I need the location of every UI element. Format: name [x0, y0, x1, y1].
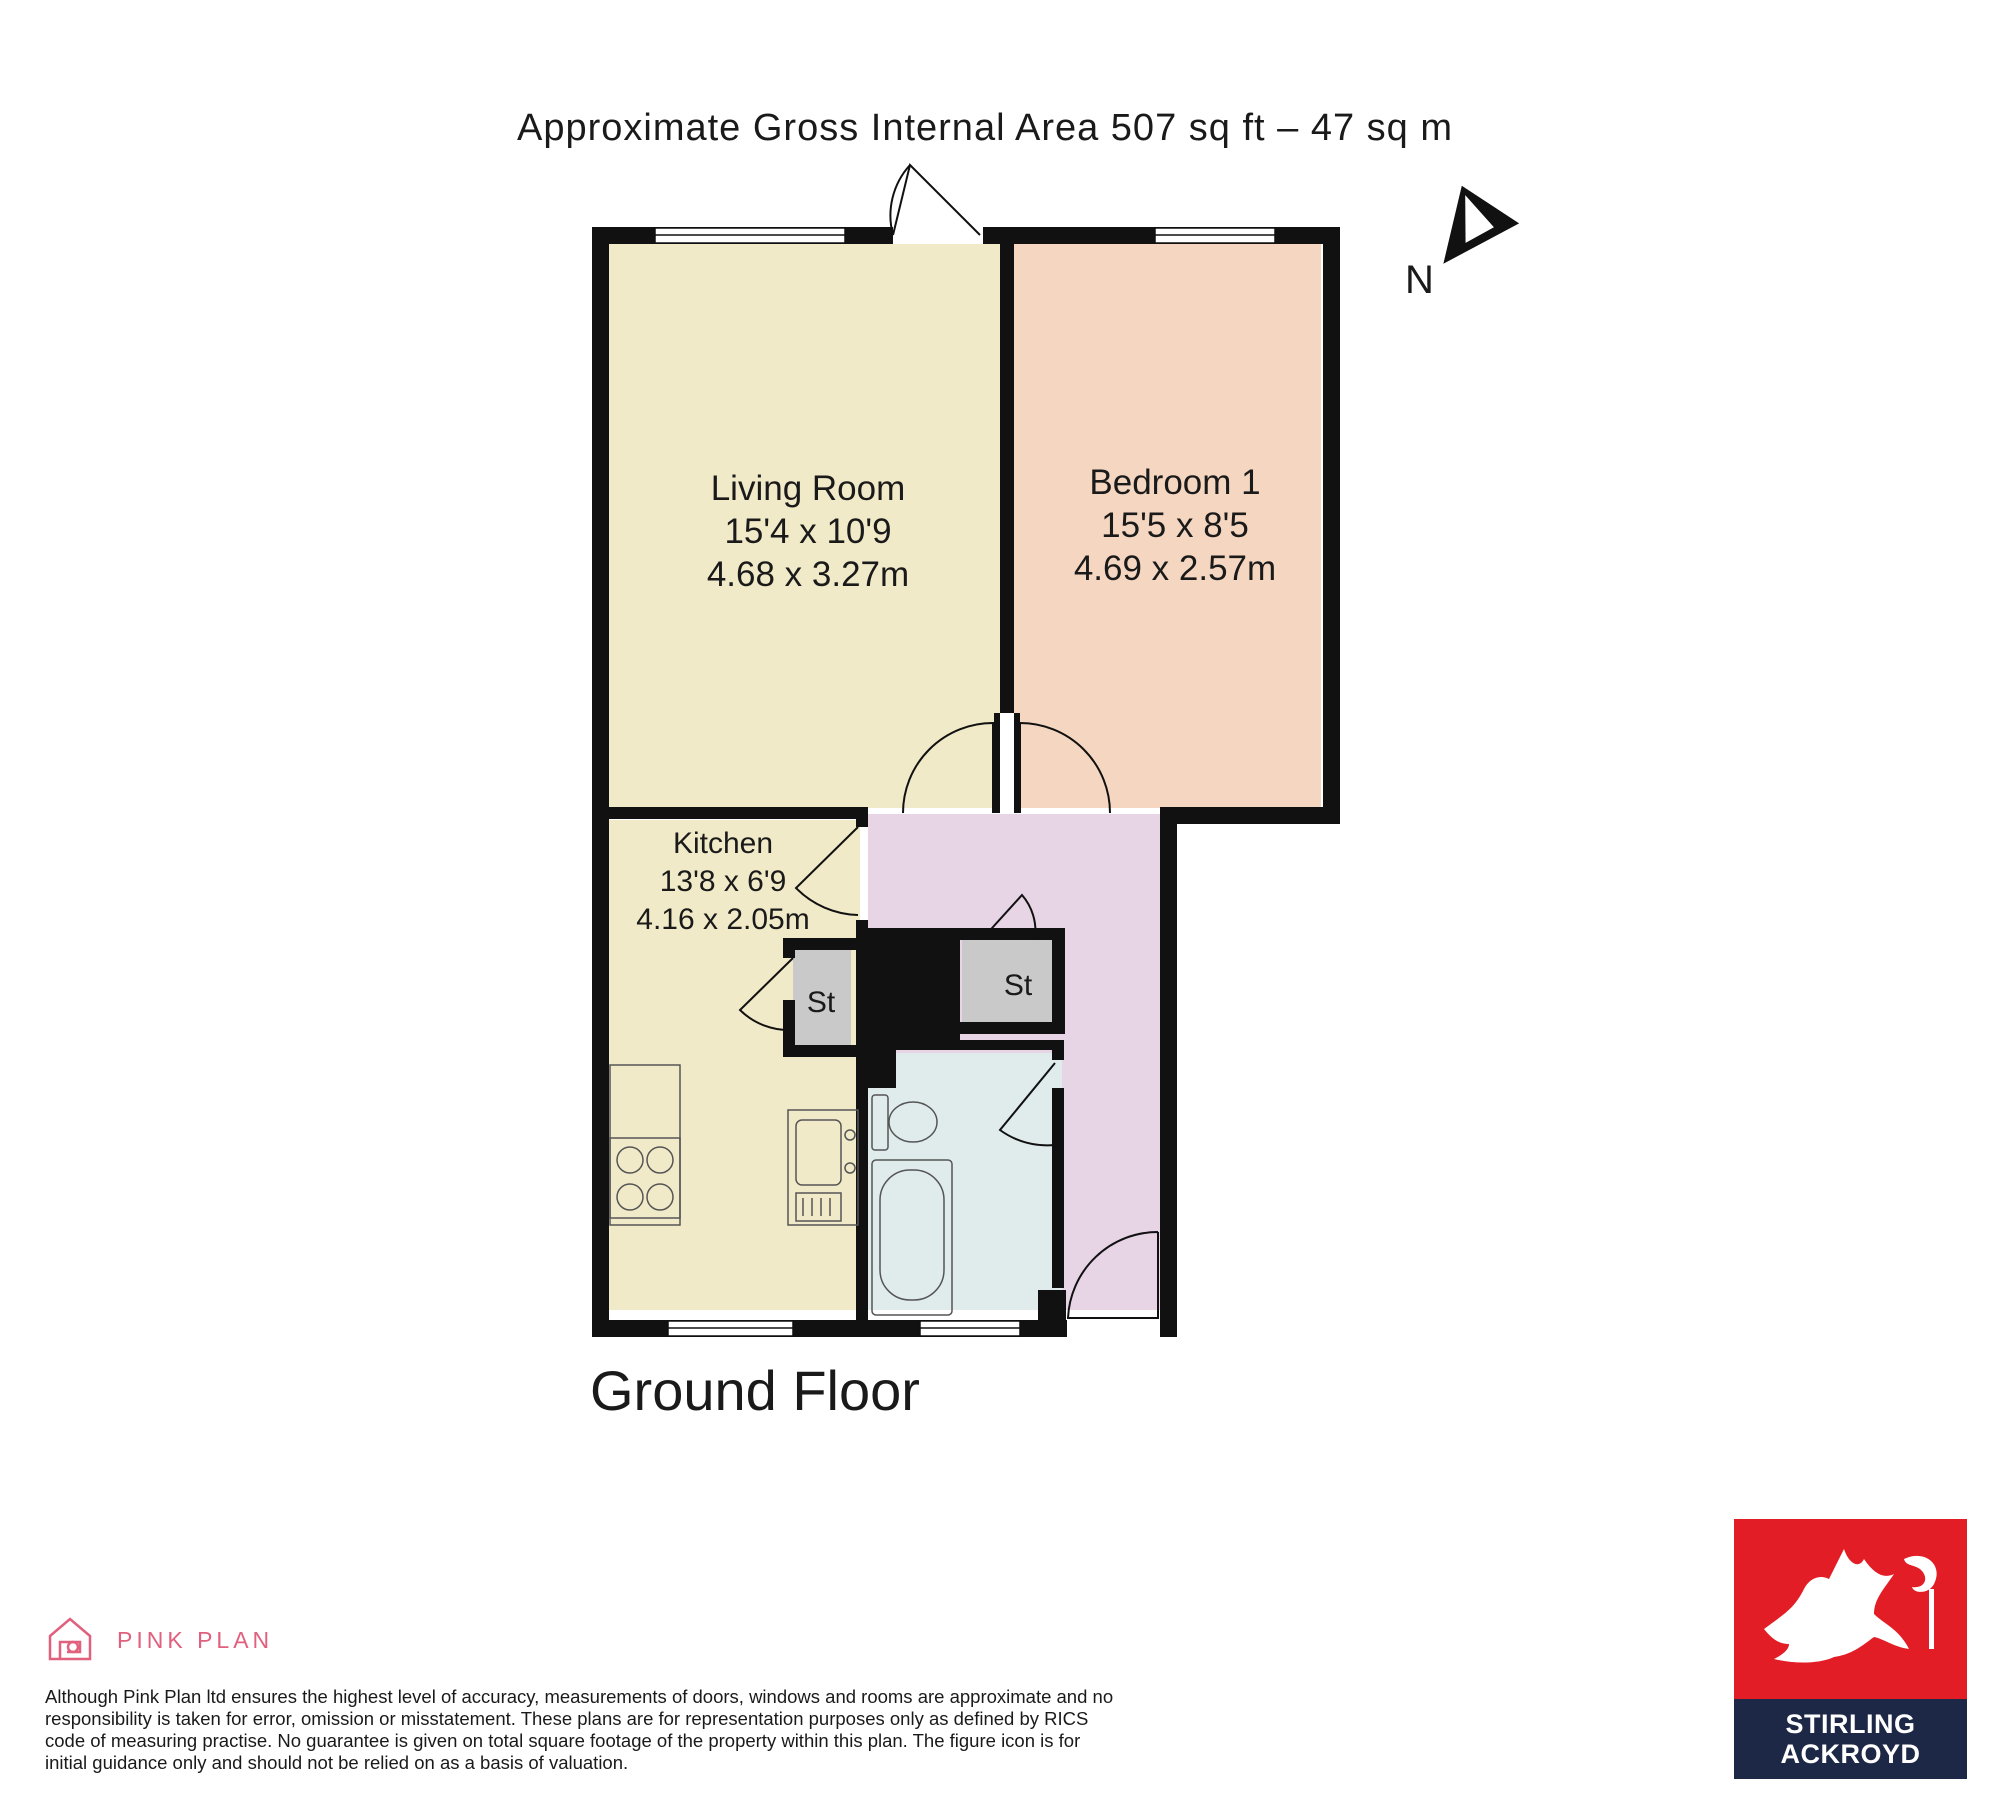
- griffin-icon: [1734, 1519, 1967, 1699]
- pink-plan-brand: PINK PLAN: [117, 1627, 274, 1653]
- living-room-metric: 4.68 x 3.27m: [706, 555, 910, 594]
- kitchen-name: Kitchen: [672, 827, 774, 860]
- compass-label: N: [1405, 258, 1434, 302]
- gross-area-title: Approximate Gross Internal Area 507 sq ft – 47 sq m: [516, 107, 1454, 149]
- bedroom-imperial: 15'5 x 8'5: [1101, 506, 1249, 545]
- living-room-label: [707, 469, 909, 594]
- bedroom-name: Bedroom 1: [1089, 463, 1261, 502]
- stirling-ackroyd-logo: [1734, 1519, 1967, 1779]
- bedroom-metric: 4.69 x 2.57m: [1073, 549, 1277, 588]
- agent-name: [1734, 1699, 1967, 1779]
- store-2-label: St: [1003, 969, 1033, 1002]
- pink-plan-logo-icon: [45, 1614, 95, 1664]
- agent-name-line1: STIRLING: [1785, 1709, 1916, 1739]
- compass: [1405, 172, 1523, 302]
- living-room-imperial: 15'4 x 10'9: [724, 512, 892, 551]
- disclaimer-text: Although Pink Plan ltd ensures the highest level of accuracy, measurements of doors, windows and rooms are approximate and no responsibility is taken for error, omission or misstatement. These plans are for representation purposes only as defined by RICS code of measuring practise. No guarantee is given on total square footage of the property within this plan. The figure icon is for initial guidance only and should not be relied on as a basis of valuation.: [45, 1686, 1114, 1773]
- living-room-name: Living Room: [710, 469, 906, 508]
- floor-label: Ground Floor: [590, 1359, 920, 1422]
- kitchen-imperial: 13'8 x 6'9: [659, 865, 787, 898]
- kitchen-metric: 4.16 x 2.05m: [636, 903, 810, 936]
- store-1-label: St: [806, 986, 836, 1019]
- bedroom-label: [1074, 463, 1276, 588]
- bathroom-floor: [868, 1053, 1062, 1310]
- agent-name-line2: ACKROYD: [1780, 1739, 1921, 1769]
- griffin-panel: [1734, 1519, 1967, 1699]
